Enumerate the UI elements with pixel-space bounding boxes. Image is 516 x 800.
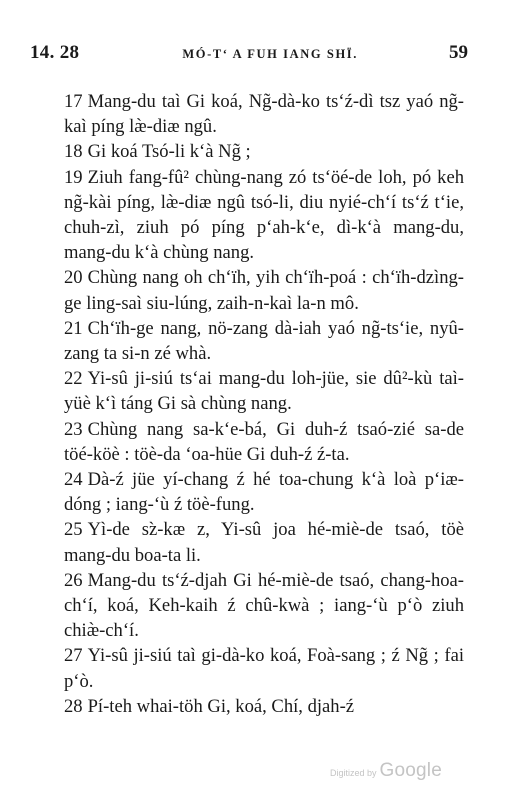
google-logo: Google — [379, 760, 442, 781]
verse-number: 21 — [64, 317, 83, 339]
verse-number: 20 — [64, 267, 83, 289]
verse-text: Gi koá Tsó-li kʻà Ng̃ ; — [87, 141, 251, 163]
verse-number: 22 — [64, 368, 83, 390]
verse-text: Yi-sû ji-siú tsʻai mang-du loh-jüe, sie dû²-kù taì-yüè kʻì táng Gi sà chùng nang. — [64, 368, 464, 415]
digitized-watermark — [330, 760, 442, 782]
running-title: MÓ-Tʻ A FUH IANG SHÏ. — [182, 47, 358, 61]
verse-number: 23 — [64, 418, 83, 440]
running-header — [30, 42, 468, 66]
verse-number: 19 — [64, 166, 83, 188]
verse-text: Yì-de sz̀-kæ z, Yi-sû joa hé-miè-de tsaó, töè mang-du boa-ta li. — [64, 519, 464, 566]
verse-19 — [64, 165, 464, 266]
verse-text: Chʻïh-ge nang, nö-zang dà-iah yaó ng̃-tsʻie, nyû-zang ta si-n zé whà. — [64, 317, 464, 365]
verse-number: 24 — [64, 469, 83, 491]
verse-20 — [64, 265, 464, 315]
verse-text: Chùng nang sa-kʻe-bá, Gi duh-ź tsaó-zié sa-de töé-köè : töè-da ʻoa-hüe Gi duh-ź ź-ta. — [64, 418, 464, 465]
verse-21 — [64, 316, 464, 366]
verse-number: 17 — [64, 91, 83, 112]
verse-22 — [64, 366, 464, 416]
chapter-verse-reference: 14. 28 — [30, 42, 80, 63]
verse-text: Dà-ź jüe yí-chang ź hé toa-chung kʻà loà pʻiæ-dóng ; iang-ʻù ź töè-fung. — [64, 469, 464, 516]
verse-number: 25 — [64, 519, 83, 541]
verse-25 — [64, 517, 464, 567]
verse-27 — [64, 643, 464, 693]
verse-text: Pí-teh whai-töh Gi, koá, Chí, djah-ź — [87, 695, 355, 717]
verse-text: Chùng nang oh chʻïh, yih chʻïh-poá : chʻïh-dzìng-ge ling-saì siu-lúng, zaih-n-kaì la-n mô. — [64, 267, 464, 314]
verse-text: Mang-du taì Gi koá, Ng̃-dà-ko tsʻź-dì tsz yaó ng̃-kaì píng læ̀-diæ ngû. — [64, 91, 464, 138]
page-number: 59 — [449, 42, 468, 63]
watermark-caption: Digitized by — [330, 768, 377, 778]
verse-number: 27 — [64, 645, 83, 667]
verse-18 — [64, 139, 464, 164]
verse-number: 18 — [64, 141, 83, 163]
verse-text-block — [64, 89, 464, 719]
verse-17 — [64, 89, 464, 139]
verse-23 — [64, 417, 464, 467]
verse-text: Mang-du tsʻź-djah Gi hé-miè-de tsaó, chang-hoa-chʻí, koá, Keh-kaih ź chû-kwà ; iang-ʻù pʻò ziuh chiæ̀-chʻí. — [64, 569, 464, 642]
verse-28 — [64, 694, 464, 719]
verse-number: 26 — [64, 569, 83, 591]
verse-24 — [64, 467, 464, 517]
verse-26 — [64, 568, 464, 644]
verse-text: Yi-sû ji-siú taì gi-dà-ko koá, Foà-sang ; ź Ng̃ ; fai pʻò. — [64, 645, 464, 692]
verse-text: Ziuh fang-fû² chùng-nang zó tsʻöé-de loh, pó keh ng̃-kài píng, læ̀-diæ ngû tsó-li, diu nyié-chʻí tsʻź tʻie, chuh-zì, ziuh pó píng pʻah-kʻe, dì-kʻà mang-du, mang-du kʻà chùng nang. — [64, 166, 464, 264]
verse-number: 28 — [64, 695, 83, 717]
